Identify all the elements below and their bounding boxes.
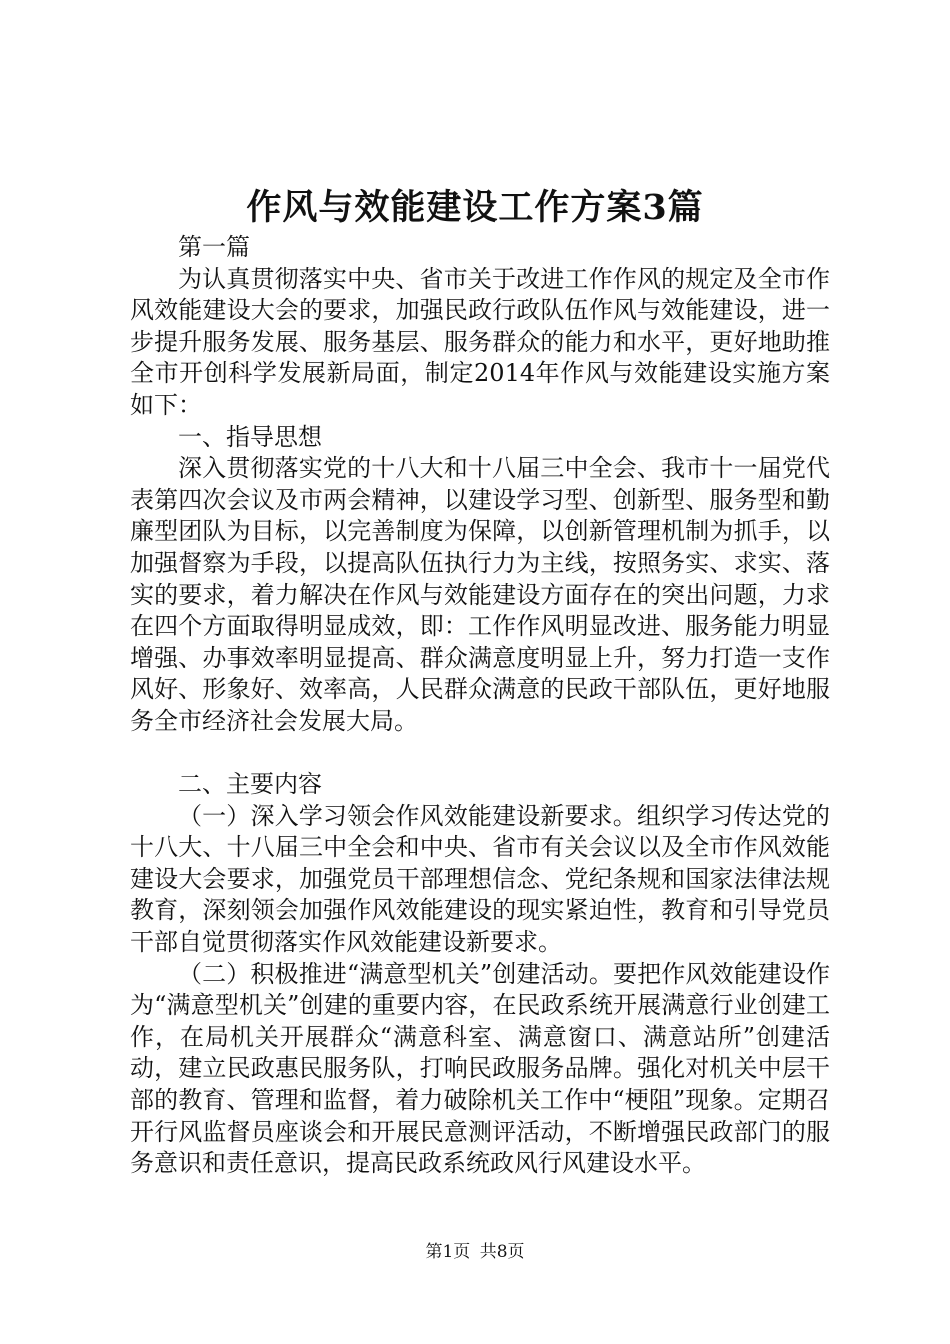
section-heading-part-one: 第一篇 <box>178 233 250 261</box>
section-heading-guiding-thought: 一、指导思想 <box>178 422 322 451</box>
paragraph-spacer <box>130 738 830 770</box>
page-footer <box>0 1240 950 1264</box>
main-content-item-2: （二）积极推进“满意型机关”创建活动。要把作风效能建设作为“满意型机关”创建的重要内容，在民政系统开展满意行业创建工作，在局机关开展群众“满意科室、满意窗口、满意站所”创建活动，建立民政惠民服务队，打响民政服务品牌。强化对机关中层干部的教育、管理和监督，着力破除机关工作中“梗阻”现象。定期召开行风监督员座谈会和开展民意测评活动，不断增强民政部门的服务意识和责任意识，提高民政系统政风行风建设水平。 <box>130 959 830 1178</box>
intro-paragraph: 为认真贯彻落实中央、省市关于改进工作作风的规定及全市作风效能建设大会的要求，加强民政行政队伍作风与效能建设，进一步提升服务发展、服务基层、服务群众的能力和水平，更好地助推全市开创科学发展新局面，制定2014年作风与效能建设实施方案如下： <box>130 264 830 419</box>
guiding-thought-paragraph: 深入贯彻落实党的十八大和十八届三中全会、我市十一届党代表第四次会议及市两会精神，以建设学习型、创新型、服务型和勤廉型团队为目标，以完善制度为保障，以创新管理机制为抓手，以加强督察为手段，以提高队伍执行力为主线，按照务实、求实、落实的要求，着力解决在作风与效能建设方面存在的突出问题，力求在四个方面取得明显成效，即：工作作风明显改进、服务能力明显增强、办事效率明显提高、群众满意度明显上升，努力打造一支作风好、形象好、效率高，人民群众满意的民政干部队伍，更好地服务全市经济社会发展大局。 <box>130 454 830 735</box>
section-heading-main-content: 二、主要内容 <box>178 770 322 799</box>
page-total: 共8页 <box>479 1242 525 1262</box>
page-number: 第1页 <box>425 1242 471 1262</box>
main-content-item-1: （一）深入学习领会作风效能建设新要求。组织学习传达党的十八大、十八届三中全会和中央、省市有关会议以及全市作风效能建设大会要求，加强党员干部理想信念、党纪条规和国家法律法规教育，深刻领会加强作风效能建设的现实紧迫性，教育和引导党员干部自觉贯彻落实作风效能建设新要求。 <box>130 801 830 957</box>
document-body <box>130 232 830 1180</box>
document-title: 作风与效能建设工作方案3篇 <box>246 187 704 228</box>
